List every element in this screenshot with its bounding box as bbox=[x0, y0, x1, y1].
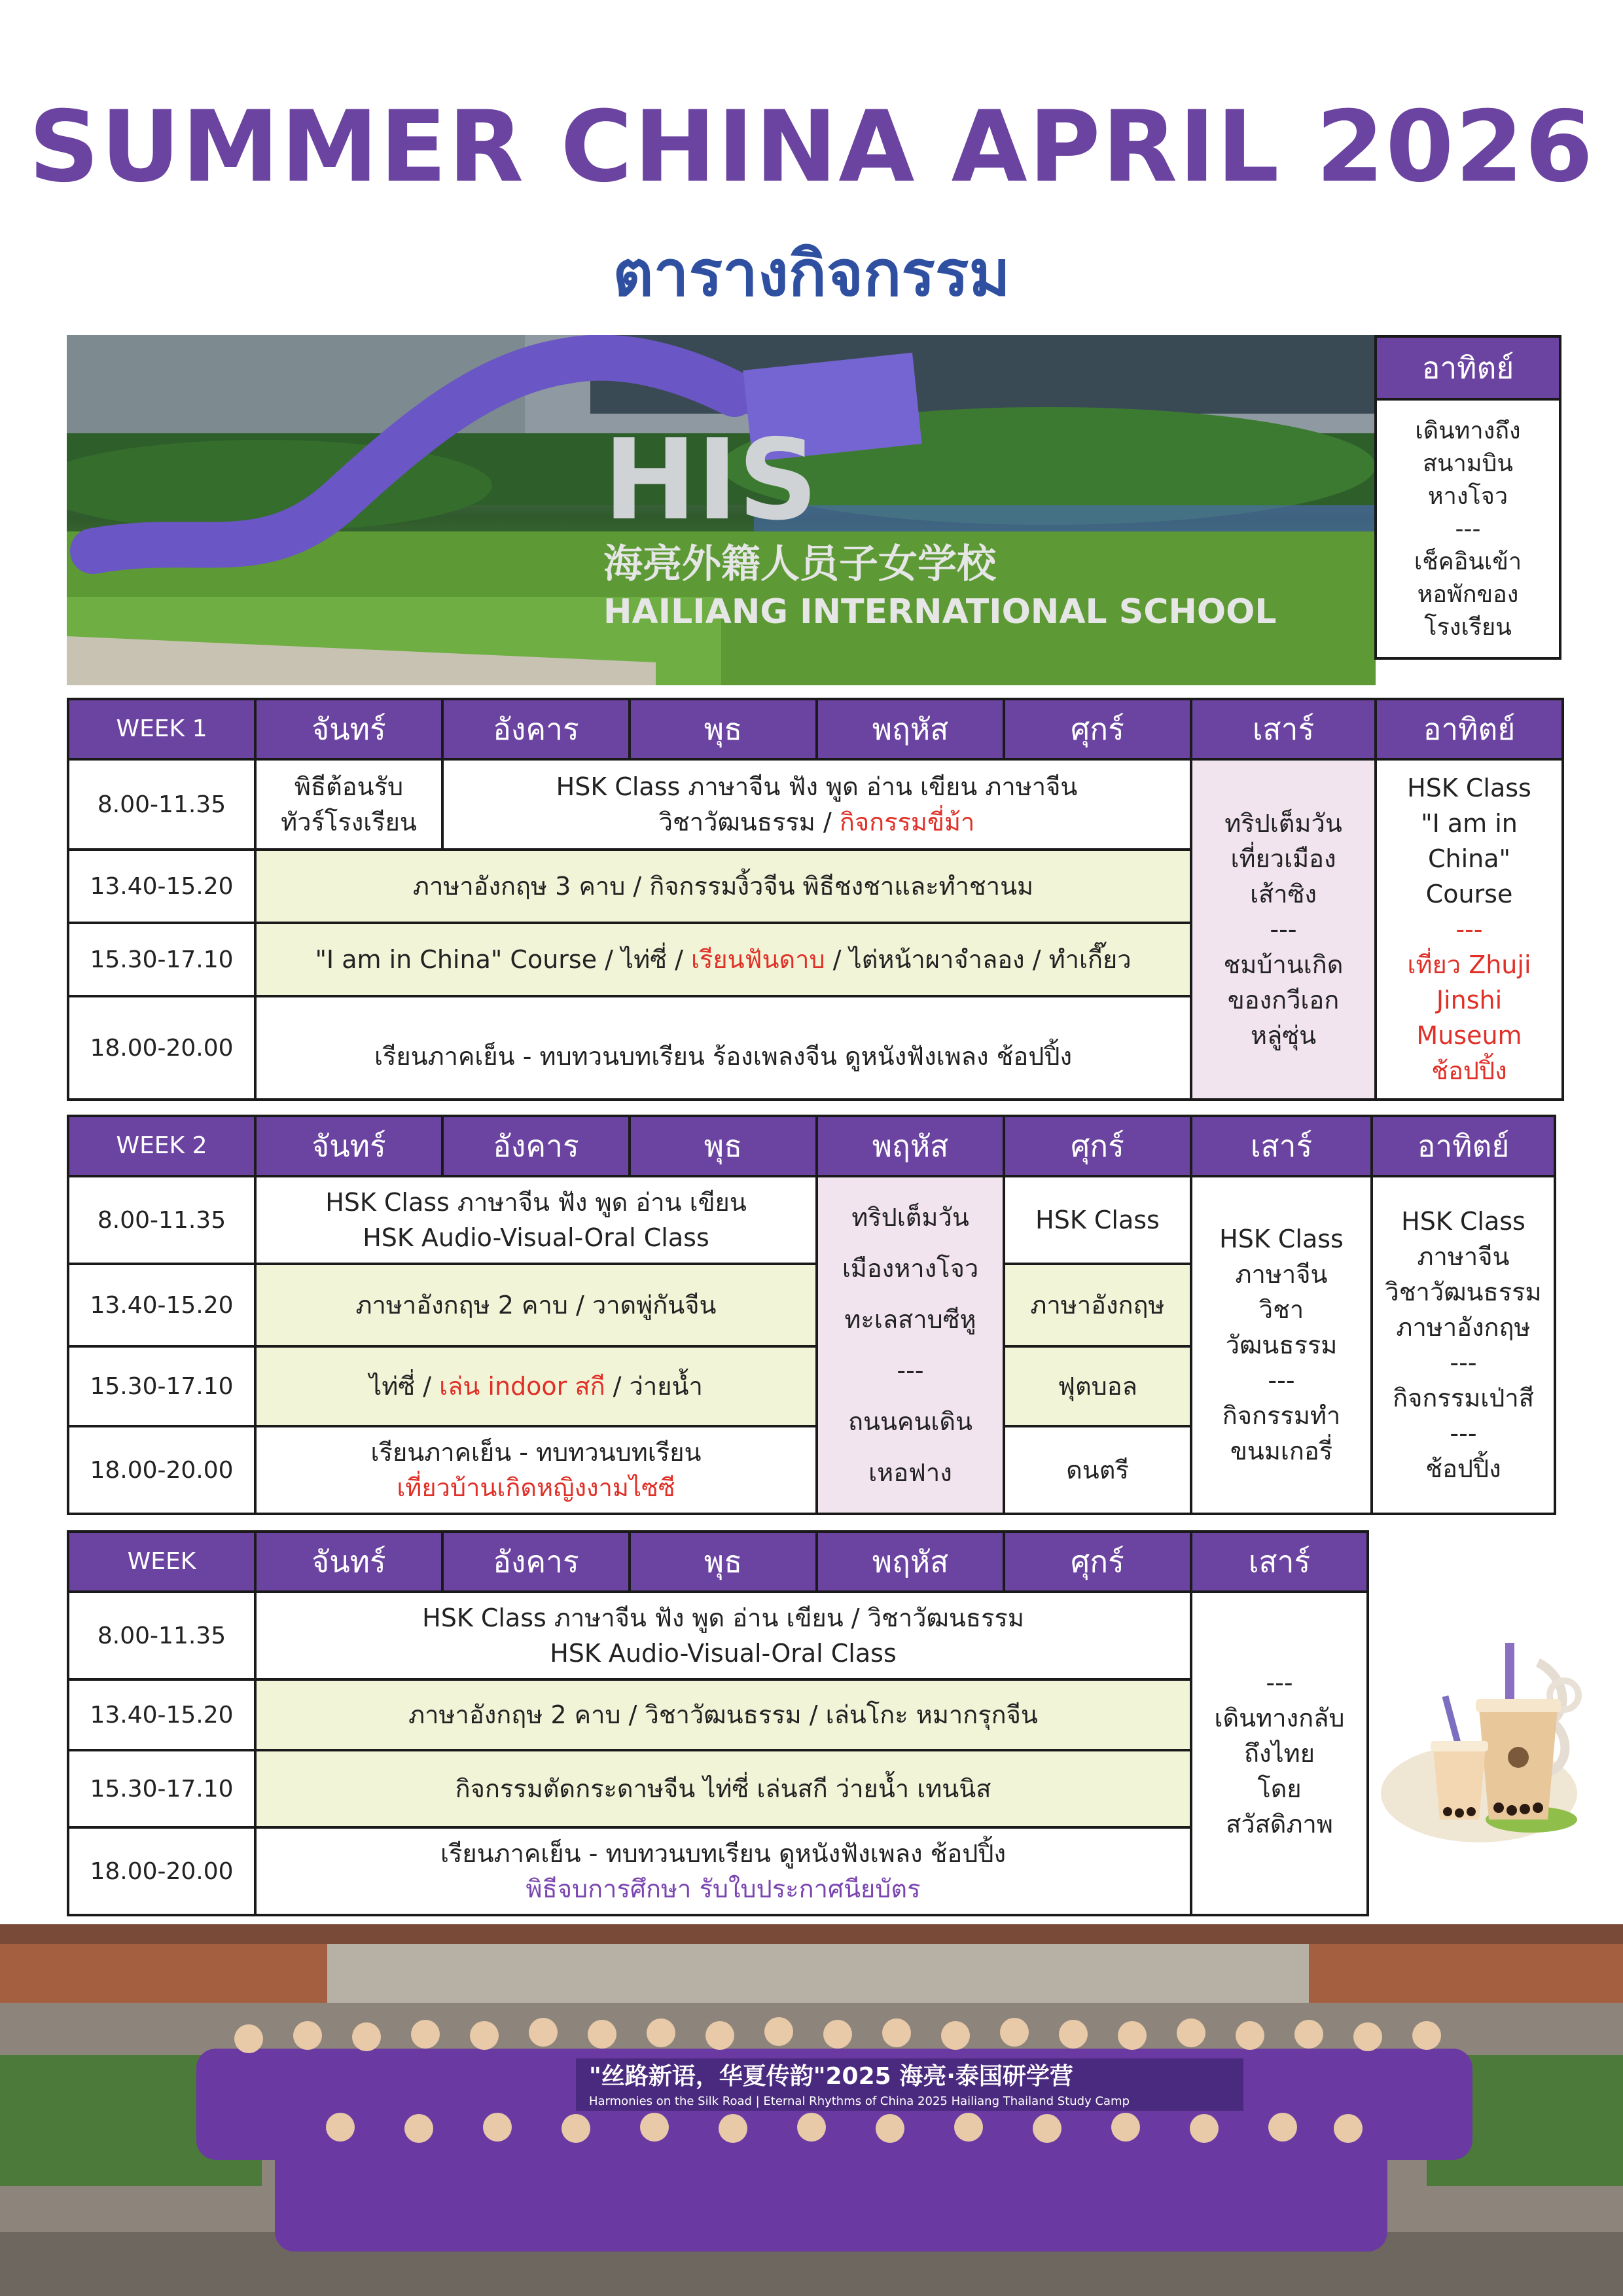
activity-text: "I am in China" Course / ไท่ซี่ / bbox=[315, 945, 691, 974]
week3-saturday-return bbox=[1191, 1592, 1368, 1915]
week3-evening bbox=[255, 1827, 1191, 1915]
page-subtitle: ตารางกิจกรรม bbox=[613, 237, 1010, 310]
activity-line: สวัสดิภาพ bbox=[1226, 1810, 1333, 1839]
time-slot: 13.40-15.20 bbox=[68, 850, 255, 923]
week1-afternoon2 bbox=[255, 923, 1191, 996]
week1-afternoon1: ภาษาอังกฤษ 3 คาบ / กิจกรรมงิ้วจีน พิธีชงชาและทำชานม bbox=[255, 850, 1191, 923]
activity-line: เรียนภาคเย็น - ทบทวนบทเรียน bbox=[370, 1438, 702, 1467]
week2-label: WEEK 2 bbox=[68, 1116, 255, 1176]
week1-tue-fri-morning bbox=[442, 759, 1191, 850]
activity-line: กิจกรรมทำ bbox=[1222, 1401, 1341, 1430]
activity-line: วัฒนธรรม bbox=[1225, 1331, 1338, 1359]
week1-saturday-trip bbox=[1191, 759, 1376, 1100]
activity-line: ถึงไทย bbox=[1244, 1739, 1315, 1768]
week2-schedule bbox=[67, 1115, 1556, 1515]
week2-day-fri: ศุกร์ bbox=[1004, 1116, 1191, 1176]
activity-line: --- bbox=[1268, 1366, 1295, 1395]
activity-line: HSK Class bbox=[1219, 1225, 1344, 1253]
week1-day-wed: พุธ bbox=[630, 699, 817, 759]
week3-day-tue: อังคาร bbox=[442, 1532, 630, 1592]
week2-sunday bbox=[1372, 1176, 1555, 1514]
banner-subtitle: Harmonies on the Silk Road | Eternal Rhythms of China 2025 Hailiang Thailand Study Camp bbox=[589, 2094, 1130, 2108]
week3-label: WEEK bbox=[68, 1532, 255, 1592]
week3-day-mon: จันทร์ bbox=[255, 1532, 442, 1592]
activity-text: วิชาวัฒนธรรม / bbox=[658, 808, 840, 836]
time-slot: 15.30-17.10 bbox=[68, 1346, 255, 1426]
activity-line: ภาษาอังกฤษ bbox=[1396, 1313, 1531, 1342]
week1-schedule bbox=[67, 698, 1564, 1101]
activity-line: ทัวร์โรงเรียน bbox=[281, 808, 417, 836]
week2-day-sat: เสาร์ bbox=[1191, 1116, 1372, 1176]
week3-schedule bbox=[67, 1530, 1369, 1916]
activity-highlight: เที่ยวบ้านเกิดหญิงงามไซซี bbox=[397, 1473, 675, 1502]
week1-day-fri: ศุกร์ bbox=[1004, 699, 1191, 759]
week1-sunday bbox=[1376, 759, 1563, 1100]
arrival-line: --- bbox=[1455, 516, 1481, 543]
week3-day-fri: ศุกร์ bbox=[1004, 1532, 1191, 1592]
activity-line: กิจกรรมเป่าสี bbox=[1393, 1384, 1534, 1412]
school-sign-letters: HIS bbox=[603, 416, 818, 545]
week1-day-mon: จันทร์ bbox=[255, 699, 442, 759]
arrival-sunday-body bbox=[1377, 401, 1559, 644]
week3-afternoon2: กิจกรรมตัดกระดาษจีน ไท่ซี่ เล่นสกี ว่ายน้ำ เทนนิส bbox=[255, 1750, 1191, 1827]
activity-highlight: Museum bbox=[1416, 1021, 1522, 1050]
week2-morning bbox=[255, 1176, 817, 1264]
activity-line: วิชา bbox=[1258, 1295, 1304, 1324]
activity-text: ไท่ซี่ / bbox=[369, 1372, 440, 1401]
activity-line: HSK Class bbox=[1407, 774, 1531, 802]
activity-line: --- bbox=[1450, 1419, 1477, 1448]
activity-line: HSK Audio-Visual-Oral Class bbox=[550, 1639, 897, 1668]
activity-line: HSK Audio-Visual-Oral Class bbox=[363, 1223, 709, 1252]
week1-day-tue: อังคาร bbox=[442, 699, 630, 759]
arrival-line: หางโจว bbox=[1427, 483, 1508, 510]
banner-title: "丝路新语，华夏传韵"2025 海亮·泰国研学营 bbox=[589, 2063, 1073, 2090]
activity-line: พิธีต้อนรับ bbox=[294, 772, 404, 801]
week2-day-wed: พุธ bbox=[630, 1116, 817, 1176]
activity-line: ชมบ้านเกิด bbox=[1223, 950, 1344, 979]
arrival-sunday-box bbox=[1374, 335, 1561, 660]
activity-highlight: Jinshi bbox=[1436, 986, 1503, 1014]
activity-line: เมืองหางโจว bbox=[842, 1254, 979, 1283]
activity-line: HSK Class ภาษาจีน ฟัง พูด อ่าน เขียน / วิชาวัฒนธรรม bbox=[422, 1604, 1024, 1632]
week2-afternoon2 bbox=[255, 1346, 817, 1426]
activity-line: ภาษาจีน bbox=[1417, 1242, 1510, 1271]
activity-line: เหอฟาง bbox=[868, 1458, 952, 1487]
activity-line: ช้อปปิ้ง bbox=[1425, 1454, 1501, 1483]
activity-highlight: --- bbox=[1455, 915, 1483, 944]
activity-line: ของกวีเอก bbox=[1227, 986, 1340, 1014]
group-photo bbox=[0, 1924, 1623, 2296]
activity-line: เที่ยวเมือง bbox=[1230, 844, 1336, 873]
activity-line: ทะเลสาบซีหู bbox=[844, 1305, 976, 1334]
school-sign-en: HAILIANG INTERNATIONAL SCHOOL bbox=[603, 592, 1277, 632]
time-slot: 15.30-17.10 bbox=[68, 1750, 255, 1827]
week3-day-thu: พฤหัส bbox=[817, 1532, 1004, 1592]
arrival-line: หอพักของ bbox=[1417, 581, 1519, 608]
arrival-line: เช็คอินเข้า bbox=[1414, 548, 1522, 575]
week1-day-sun: อาทิตย์ bbox=[1376, 699, 1563, 759]
week3-day-sat: เสาร์ bbox=[1191, 1532, 1368, 1592]
week2-day-thu: พฤหัส bbox=[817, 1116, 1004, 1176]
week3-morning bbox=[255, 1592, 1191, 1679]
time-slot: 8.00-11.35 bbox=[68, 1176, 255, 1264]
time-slot: 15.30-17.10 bbox=[68, 923, 255, 996]
week2-day-sun: อาทิตย์ bbox=[1372, 1116, 1555, 1176]
activity-line: เรียนภาคเย็น - ทบทวนบทเรียน ดูหนังฟังเพลง ช้อปปิ้ง bbox=[440, 1839, 1007, 1868]
activity-line: --- bbox=[1450, 1348, 1477, 1377]
week2-day-mon: จันทร์ bbox=[255, 1116, 442, 1176]
activity-highlight: เล่น indoor สกี bbox=[439, 1372, 605, 1401]
week1-evening: เรียนภาคเย็น - ทบทวนบทเรียน ร้องเพลงจีน ดูหนังฟังเพลง ช้อปปิ้ง bbox=[255, 996, 1191, 1100]
week3-day-wed: พุธ bbox=[630, 1532, 817, 1592]
page-title: SUMMER CHINA APRIL 2026 bbox=[28, 90, 1595, 204]
arrival-line: โรงเรียน bbox=[1424, 614, 1512, 641]
week3-afternoon1: ภาษาอังกฤษ 2 คาบ / วิชาวัฒนธรรม / เล่นโกะ หมากรุกจีน bbox=[255, 1679, 1191, 1750]
activity-line: หลู่ซุ่น bbox=[1250, 1021, 1317, 1050]
activity-line: ทริปเต็มวัน bbox=[1224, 809, 1342, 838]
activity-line: โดย bbox=[1257, 1774, 1302, 1803]
activity-highlight: ช้อปปิ้ง bbox=[1431, 1056, 1507, 1085]
bubble-tea-illustration bbox=[1374, 1636, 1590, 1852]
activity-line: ภาษาจีน bbox=[1235, 1260, 1328, 1289]
activity-line: HSK Class ภาษาจีน ฟัง พูด อ่าน เขียน ภาษาจีน bbox=[556, 772, 1078, 801]
activity-line: เดินทางกลับ bbox=[1214, 1704, 1345, 1732]
week2-thursday-trip bbox=[817, 1176, 1004, 1514]
time-slot: 8.00-11.35 bbox=[68, 1592, 255, 1679]
graduation-ceremony: พิธีจบการศึกษา รับใบประกาศนียบัตร bbox=[526, 1874, 921, 1903]
week1-day-thu: พฤหัส bbox=[817, 699, 1004, 759]
activity-line: ถนนคนเดิน bbox=[848, 1407, 972, 1436]
time-slot: 18.00-20.00 bbox=[68, 1827, 255, 1915]
activity-highlight: เที่ยว Zhuji bbox=[1407, 950, 1531, 979]
time-slot: 8.00-11.35 bbox=[68, 759, 255, 850]
activity-line: "I am in bbox=[1421, 809, 1518, 838]
week2-friday-morning: HSK Class bbox=[1004, 1176, 1191, 1264]
arrival-sunday-header: อาทิตย์ bbox=[1377, 338, 1559, 401]
time-slot: 13.40-15.20 bbox=[68, 1264, 255, 1346]
activity-text: / ไต่หน้าผาจำลอง / ทำเกี๊ยว bbox=[825, 945, 1132, 974]
activity-highlight: เรียนฟันดาบ bbox=[690, 945, 825, 974]
activity-line: เส้าซิง bbox=[1250, 880, 1317, 908]
week2-friday-afternoon1: ภาษาอังกฤษ bbox=[1004, 1264, 1191, 1346]
week1-day-sat: เสาร์ bbox=[1191, 699, 1376, 759]
time-slot: 18.00-20.00 bbox=[68, 996, 255, 1100]
week2-day-tue: อังคาร bbox=[442, 1116, 630, 1176]
activity-text: / ว่ายน้ำ bbox=[605, 1372, 703, 1401]
activity-line: ทริปเต็มวัน bbox=[851, 1203, 969, 1232]
week2-afternoon1: ภาษาอังกฤษ 2 คาบ / วาดพู่กันจีน bbox=[255, 1264, 817, 1346]
activity-line: ขนมเกอรี่ bbox=[1230, 1437, 1333, 1465]
activity-line: --- bbox=[1270, 915, 1297, 944]
week2-saturday bbox=[1191, 1176, 1372, 1514]
activity-line: --- bbox=[1266, 1668, 1293, 1697]
activity-line: วิชาวัฒนธรรม bbox=[1385, 1278, 1542, 1306]
activity-line: HSK Class ภาษาจีน ฟัง พูด อ่าน เขียน bbox=[325, 1188, 747, 1217]
week2-friday-afternoon2: ฟุตบอล bbox=[1004, 1346, 1191, 1426]
activity-line: HSK Class bbox=[1401, 1207, 1525, 1236]
activity-line: --- bbox=[897, 1356, 924, 1385]
arrival-line: สนามบิน bbox=[1423, 450, 1513, 477]
activity-line: Course bbox=[1425, 880, 1513, 908]
arrival-line: เดินทางถึง bbox=[1415, 418, 1521, 444]
week2-friday-evening: ดนตรี bbox=[1004, 1426, 1191, 1514]
activity-line: China" bbox=[1427, 844, 1511, 873]
school-entrance-photo bbox=[67, 335, 1376, 685]
time-slot: 18.00-20.00 bbox=[68, 1426, 255, 1514]
time-slot: 13.40-15.20 bbox=[68, 1679, 255, 1750]
activity-highlight: กิจกรรมขี่ม้า bbox=[839, 808, 975, 836]
week1-label: WEEK 1 bbox=[68, 699, 255, 759]
school-sign-cn: 海亮外籍人员子女学校 bbox=[603, 541, 996, 587]
week2-evening bbox=[255, 1426, 817, 1514]
week1-mon-morning bbox=[255, 759, 442, 850]
